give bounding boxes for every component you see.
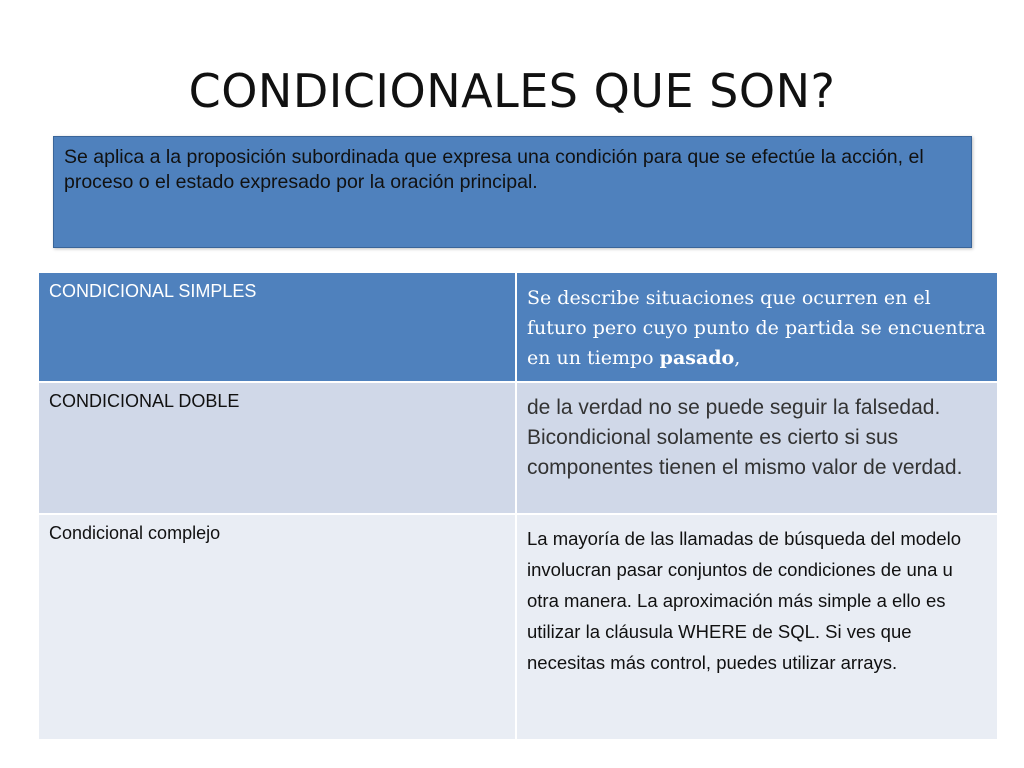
row-description-end: , [734,347,741,369]
definition-box: Se aplica a la proposición subordinada que expresa una condición para que se efectúe la acción, el proceso o el estado expresado por la oración principal. [53,136,972,248]
row-description-text: Se describe situaciones que ocurren en el futuro pero cuyo punto de partida se encuentra en un tiempo [527,287,986,369]
table-row [38,514,998,740]
table-row [38,272,998,382]
row-label: Condicional complejo [38,514,516,740]
table-row [38,382,998,514]
row-label: CONDICIONAL DOBLE [38,382,516,514]
row-description: de la verdad no se puede seguir la falsedad. Bicondicional solamente es cierto si sus componentes tienen el mismo valor de verdad. [516,382,998,514]
slide-title: CONDICIONALES QUE SON? [188,64,836,118]
conditionals-table [37,271,999,741]
row-label: CONDICIONAL SIMPLES [38,272,516,382]
row-description-bold: pasado [659,347,735,369]
row-description [516,272,998,382]
row-description: La mayoría de las llamadas de búsqueda del modelo involucran pasar conjuntos de condiciones de una u otra manera. La aproximación más simple a ello es utilizar la cláusula WHERE de SQL. Si ves que necesitas más control, puedes utilizar arrays. [516,514,998,740]
